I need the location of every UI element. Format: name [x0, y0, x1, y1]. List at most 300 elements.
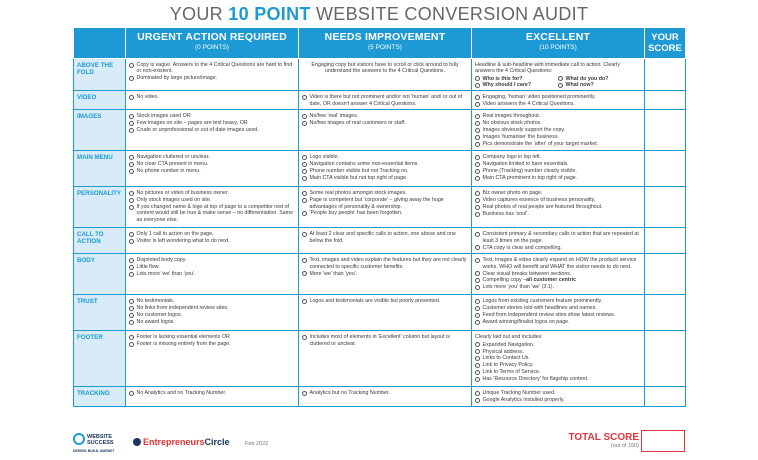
cell-paragraph — [302, 62, 468, 75]
question-text: Who is this for? — [482, 75, 523, 82]
checkbox-circle-icon[interactable] — [475, 245, 480, 250]
checklist-item — [475, 271, 641, 277]
checkbox-circle-icon[interactable] — [302, 232, 307, 237]
cell-improve — [299, 91, 472, 110]
checklist-item — [475, 94, 641, 100]
cell-excellent — [472, 59, 645, 91]
item-text: Consistent primary & secondary calls to action that are repeated at least 3 times on the page. — [482, 231, 639, 244]
logo-ring-icon — [73, 433, 85, 445]
item-text: Lots more 'we' than 'you'. — [136, 271, 196, 278]
question-text: What do you do? — [565, 75, 609, 82]
checklist-item — [302, 154, 468, 160]
checkbox-circle-icon[interactable] — [302, 335, 307, 340]
checklist-item — [129, 62, 295, 75]
question-item — [558, 82, 641, 88]
table-row — [74, 228, 686, 254]
item-text: Analytics but no Tracking Number. — [309, 390, 390, 397]
item-text: Link to Terms of Service. — [482, 369, 541, 376]
cell-improve — [299, 295, 472, 331]
checklist-item — [302, 175, 468, 181]
header-your-score: YOUR SCORE — [645, 28, 686, 59]
header-excellent — [472, 28, 645, 59]
checklist-item — [129, 298, 295, 304]
item-text: Physical address. — [482, 348, 525, 355]
total-sub: (out of 100) — [610, 443, 639, 449]
item-text: Compelling copy – — [482, 277, 527, 284]
cell-improve — [299, 228, 472, 254]
checkbox-circle-icon[interactable] — [302, 162, 307, 167]
cell-urgent — [126, 187, 299, 228]
table-row — [74, 387, 686, 407]
checkbox-circle-icon[interactable] — [475, 102, 480, 107]
score-cell[interactable] — [645, 331, 686, 387]
item-text: Engaging, 'human' video positioned prominently. — [482, 94, 596, 101]
checklist-item — [475, 245, 641, 251]
item-text: Clear visual breaks between sections. — [482, 270, 572, 277]
table-row — [74, 110, 686, 151]
checklist-item — [302, 190, 468, 196]
checklist-item — [475, 305, 641, 311]
checkbox-circle-icon[interactable] — [129, 342, 134, 347]
entrepreneurs-circle-logo — [133, 437, 230, 447]
checkbox-circle-icon[interactable] — [475, 258, 480, 263]
checklist-item — [475, 376, 641, 382]
score-cell[interactable] — [645, 59, 686, 91]
checkbox-circle-icon[interactable] — [129, 114, 134, 119]
checkbox-circle-icon[interactable] — [129, 169, 134, 174]
total-score-input[interactable] — [641, 430, 685, 452]
checklist-item — [129, 120, 295, 126]
row-label: MAIN MENU — [74, 151, 126, 187]
cell-urgent — [126, 59, 299, 91]
checklist-item — [475, 161, 641, 167]
checkbox-circle-icon[interactable] — [129, 232, 134, 237]
checklist-item — [475, 284, 641, 290]
item-text: Logo visible. — [309, 154, 339, 161]
checkbox-circle-icon[interactable] — [475, 349, 480, 354]
checkbox-circle-icon[interactable] — [475, 128, 480, 133]
row-label: VIDEO — [74, 91, 126, 110]
item-text: No/few images of real customers or staff. — [309, 120, 406, 127]
checklist-item — [475, 134, 641, 140]
checkbox-circle-icon[interactable] — [302, 258, 307, 263]
item-text: Text, images and video explain the features but they are not clearly connected to specific customer benefits. — [309, 257, 467, 270]
question-item — [475, 82, 558, 88]
cell-urgent — [126, 254, 299, 295]
checklist-item — [129, 334, 295, 340]
item-text: Headline & sub-headline with immediate call to action. Clearly answers the 4 Critical Questions: — [475, 62, 620, 75]
checkbox-circle-icon[interactable] — [475, 142, 480, 147]
question-item — [475, 76, 558, 82]
header-improve — [299, 28, 472, 59]
item-text: Footer is lacking essential elements OR — [136, 334, 230, 341]
checklist-item — [475, 154, 641, 160]
cell-excellent — [472, 228, 645, 254]
item-text: No/few 'real' images. — [309, 113, 359, 120]
item-text: Logos and testimonials are visible but poorly presented. — [309, 298, 441, 305]
item-text: Real photos of real people are featured throughout. — [482, 204, 603, 211]
checkbox-circle-icon[interactable] — [302, 211, 307, 216]
item-text: Dominated by large picture/image. — [136, 75, 218, 82]
checklist-item — [475, 277, 641, 283]
checklist-item — [475, 204, 641, 210]
item-text: Links to Contact Us. — [482, 355, 530, 362]
table-row — [74, 254, 686, 295]
checkbox-circle-icon[interactable] — [475, 356, 480, 361]
checkbox-circle-icon[interactable] — [129, 63, 134, 68]
checkbox-circle-icon[interactable] — [302, 271, 307, 276]
checklist-item — [475, 127, 641, 133]
item-text: Unique Tracking Number used. — [482, 390, 556, 397]
row-label: CALL TO ACTION — [74, 228, 126, 254]
checklist-item — [475, 101, 641, 107]
item-text: Includes most of elements in 'Excellent' column but layout is cluttered or unclear. — [309, 334, 450, 347]
checkbox-circle-icon[interactable] — [475, 198, 480, 203]
item-text: No clear CTA present in menu. — [136, 161, 209, 168]
cell-excellent — [472, 387, 645, 407]
cell-paragraph — [475, 334, 641, 340]
checklist-item — [129, 197, 295, 203]
checklist-item — [475, 113, 641, 119]
checkbox-circle-icon[interactable] — [475, 285, 480, 290]
checkbox-circle-icon[interactable] — [475, 377, 480, 382]
checklist-item — [302, 257, 468, 270]
item-text: Only stock images used on site. — [136, 197, 212, 204]
checkbox-circle-icon[interactable] — [129, 320, 134, 325]
item-text: Video answers the 4 Critical Questions. — [482, 101, 575, 108]
row-label: FOOTER — [74, 331, 126, 387]
checkbox-circle-icon[interactable] — [129, 121, 134, 126]
checklist-item — [475, 168, 641, 174]
logo-word-a: Entrepreneurs — [143, 437, 205, 447]
item-text: Link to Privacy Policy. — [482, 362, 534, 369]
checkbox-circle-icon[interactable] — [475, 121, 480, 126]
item-text: Phone number visible but not Tracking no. — [309, 168, 409, 175]
logo-line-2: SUCCESS — [87, 440, 114, 446]
row-label: IMAGES — [74, 110, 126, 151]
item-text: Google Analytics installed properly. — [482, 397, 565, 404]
checkbox-circle-icon[interactable] — [475, 232, 480, 237]
item-text: Clearly laid out and includes: — [475, 334, 543, 341]
score-cell[interactable] — [645, 151, 686, 187]
audit-body — [74, 59, 686, 407]
item-text: Disjointed body copy. — [136, 257, 187, 264]
item-text: No Analytics and no Tracking Number. — [136, 390, 227, 397]
checkbox-circle-icon[interactable] — [475, 370, 480, 375]
table-row — [74, 91, 686, 110]
checklist-item — [302, 334, 468, 347]
checkbox-circle-icon[interactable] — [129, 299, 134, 304]
item-text: Logos from existing customers feature prominently. — [482, 298, 603, 305]
checklist-item — [129, 238, 295, 244]
checkbox-circle-icon[interactable] — [475, 320, 480, 325]
item-text: Video captures essence of business personality. — [482, 197, 596, 204]
cell-improve — [299, 110, 472, 151]
item-text: No links from independent review sites. — [136, 305, 229, 312]
page-footer — [73, 430, 685, 458]
checklist-item — [475, 141, 641, 147]
page-title — [0, 4, 758, 25]
cell-urgent — [126, 151, 299, 187]
checkbox-circle-icon[interactable] — [475, 306, 480, 311]
checklist-item — [475, 355, 641, 361]
row-label: PERSONALITY — [74, 187, 126, 228]
checkbox-circle-icon[interactable] — [129, 128, 134, 133]
checkbox-circle-icon[interactable] — [302, 95, 307, 100]
score-cell[interactable] — [645, 228, 686, 254]
cell-improve — [299, 331, 472, 387]
score-cell[interactable] — [645, 187, 686, 228]
item-text: Footer is missing entirely from the page. — [136, 341, 231, 348]
checklist-item — [475, 120, 641, 126]
checkbox-circle-icon[interactable] — [129, 391, 134, 396]
score-cell[interactable] — [645, 254, 686, 295]
item-text: More 'we' than 'you'. — [309, 270, 358, 277]
checkbox-circle-icon[interactable] — [475, 95, 480, 100]
item-text: Video is there but not prominent and/or not 'human' and/ or out of date, OR doesn't answer 4 Critical Questions. — [309, 94, 463, 107]
checklist-item — [302, 298, 468, 304]
item-text: Customer stories told with headlines and names. — [482, 305, 597, 312]
item-text: Main CTA prominent in top right of page. — [482, 175, 578, 182]
item-text: Images obviously support the copy. — [482, 127, 566, 134]
logo-tagline: DESIGN. BUILD. MARKET — [73, 449, 115, 453]
item-text: Images 'humanise' the business. — [482, 134, 560, 141]
checkbox-circle-icon[interactable] — [302, 198, 307, 203]
checkbox-circle-icon[interactable] — [129, 306, 134, 311]
table-row — [74, 295, 686, 331]
cell-urgent — [126, 295, 299, 331]
checkbox-circle-icon[interactable] — [475, 278, 480, 283]
item-text: Only 1 call to action on the page. — [136, 231, 214, 238]
item-text: At least 2 clear and specific calls to action, one above and one below the fold. — [309, 231, 456, 244]
checklist-item — [475, 257, 641, 270]
checkbox-circle-icon[interactable] — [475, 205, 480, 210]
critical-questions — [475, 76, 641, 90]
checklist-item — [475, 197, 641, 203]
checkbox-circle-icon[interactable] — [475, 162, 480, 167]
item-text: Stock images used OR — [136, 113, 191, 120]
checkbox-circle-icon[interactable] — [129, 313, 134, 318]
question-text: Why should I care? — [482, 82, 532, 89]
item-text: Little flow. — [136, 264, 160, 271]
checkbox-circle-icon[interactable] — [475, 114, 480, 119]
cell-improve — [299, 59, 472, 91]
question-item — [558, 76, 641, 82]
header-title: URGENT ACTION REQUIRED — [137, 31, 287, 43]
score-cell[interactable] — [645, 295, 686, 331]
item-text: No obvious stock photos. — [482, 120, 542, 127]
item-text: No phone number in menu. — [136, 168, 201, 175]
cell-excellent — [472, 187, 645, 228]
item-text: If you changed name & logo at top of page to a competitor rest of content would still be true & make sense – no differentiation. Same as everyone else. — [136, 204, 294, 223]
item-text: Business has 'soul'. — [482, 211, 529, 218]
cell-paragraph — [475, 62, 641, 75]
checklist-item — [475, 175, 641, 181]
score-cell[interactable] — [645, 91, 686, 110]
checklist-item — [302, 161, 468, 167]
checkbox-circle-icon[interactable] — [302, 114, 307, 119]
checklist-item — [302, 120, 468, 126]
cell-improve — [299, 151, 472, 187]
checkbox-circle-icon[interactable] — [475, 155, 480, 160]
checklist-item — [475, 312, 641, 318]
item-text: No customer logos. — [136, 312, 183, 319]
header-points: (10 POINTS) — [539, 44, 577, 51]
checkbox-circle-icon[interactable] — [475, 191, 480, 196]
checkbox-circle-icon[interactable] — [475, 398, 480, 403]
checkbox-circle-icon[interactable] — [129, 258, 134, 263]
checklist-item — [129, 113, 295, 119]
checklist-item — [129, 190, 295, 196]
item-text: Main CTA visible but not top right of page. — [309, 175, 408, 182]
cell-improve — [299, 254, 472, 295]
table-row — [74, 187, 686, 228]
checklist-item — [475, 342, 641, 348]
checkbox-circle-icon[interactable] — [475, 342, 480, 347]
checklist-item — [129, 231, 295, 237]
checkbox-circle-icon[interactable] — [129, 205, 134, 210]
item-text: Some real photos amongst stock images. — [309, 190, 407, 197]
row-label: TRUST — [74, 295, 126, 331]
item-text: Text, images & video clearly expand on HOW the product/ service works, WHO will benefit and WHAT the visitor needs to do next. — [482, 257, 637, 270]
cell-urgent — [126, 228, 299, 254]
checklist-item — [302, 271, 468, 277]
item-bold-text: all customer centric — [526, 277, 577, 284]
checkbox-circle-icon[interactable] — [475, 76, 480, 81]
item-text: No award logos. — [136, 319, 175, 326]
item-text: Biz owner photo on page. — [482, 190, 543, 197]
cell-excellent — [472, 254, 645, 295]
checkbox-circle-icon[interactable] — [129, 265, 134, 270]
checkbox-circle-icon[interactable] — [475, 83, 480, 88]
checklist-item — [475, 190, 641, 196]
checkbox-circle-icon[interactable] — [129, 272, 134, 277]
item-text: Has 'Resource Directory' for flagship content. — [482, 376, 589, 383]
checkbox-circle-icon[interactable] — [129, 239, 134, 244]
checkbox-circle-icon[interactable] — [475, 391, 480, 396]
checkbox-circle-icon[interactable] — [129, 198, 134, 203]
checkbox-circle-icon[interactable] — [129, 95, 134, 100]
item-text: Visitor is left wondering what to do next. — [136, 238, 230, 245]
checkbox-circle-icon[interactable] — [302, 176, 307, 181]
checkbox-circle-icon[interactable] — [475, 169, 480, 174]
cell-urgent — [126, 110, 299, 151]
checklist-item — [129, 390, 295, 396]
checklist-item — [302, 231, 468, 244]
item-text: Award winning/finalist logos on page. — [482, 319, 570, 326]
checkbox-circle-icon[interactable] — [302, 299, 307, 304]
checklist-item — [302, 168, 468, 174]
checkbox-circle-icon[interactable] — [129, 76, 134, 81]
table-row — [74, 331, 686, 387]
item-text: Copy is vague. Answers to the 4 Critical Questions are hard to find or non-existent. — [136, 62, 293, 75]
checkbox-circle-icon[interactable] — [475, 313, 480, 318]
checkbox-circle-icon[interactable] — [302, 169, 307, 174]
item-text: Real images throughout. — [482, 113, 541, 120]
header-points: (0 POINTS) — [195, 44, 229, 51]
checklist-item — [129, 305, 295, 311]
date-label: Feb 2022 — [245, 441, 269, 447]
checkbox-circle-icon[interactable] — [475, 176, 480, 181]
total-score-label — [561, 432, 639, 449]
checkbox-circle-icon[interactable] — [475, 363, 480, 368]
checklist-item — [302, 390, 468, 396]
row-label: TRACKING — [74, 387, 126, 407]
total-title: TOTAL SCORE — [568, 432, 639, 443]
checkbox-circle-icon[interactable] — [475, 212, 480, 217]
item-text: No video. — [136, 94, 159, 101]
checkbox-circle-icon[interactable] — [302, 155, 307, 160]
checkbox-circle-icon[interactable] — [302, 191, 307, 196]
cell-excellent — [472, 331, 645, 387]
table-row — [74, 59, 686, 91]
header-points: (5 POINTS) — [368, 44, 402, 51]
checklist-item — [129, 257, 295, 263]
score-cell[interactable] — [645, 387, 686, 407]
checklist-item — [475, 349, 641, 355]
score-cell[interactable] — [645, 110, 686, 151]
checkbox-circle-icon[interactable] — [129, 191, 134, 196]
cell-excellent — [472, 295, 645, 331]
header-title: NEEDS IMPROVEMENT — [324, 31, 446, 43]
item-text: Page is competent but 'corporate' – giving away the huge advantages of personality & ownership. — [309, 197, 444, 210]
checklist-item — [475, 211, 641, 217]
checkbox-circle-icon[interactable] — [475, 135, 480, 140]
cell-excellent — [472, 151, 645, 187]
checklist-item — [129, 168, 295, 174]
checkbox-circle-icon[interactable] — [302, 121, 307, 126]
checkbox-circle-icon[interactable] — [475, 271, 480, 276]
item-text: Phone (Tracking) number clearly visible. — [482, 168, 577, 175]
checkbox-circle-icon[interactable] — [475, 299, 480, 304]
checklist-item — [302, 197, 468, 210]
item-text: Navigation contains some non-essential items. — [309, 161, 419, 168]
cell-improve — [299, 187, 472, 228]
checklist-item — [129, 341, 295, 347]
item-text: Engaging copy but visitors have to scroll or click around to fully understand the answers to the 4 Critical Questions. — [311, 62, 459, 75]
item-text: Feed from independent review sites show latest reviews. — [482, 312, 616, 319]
checkbox-circle-icon[interactable] — [302, 391, 307, 396]
checklist-item — [129, 264, 295, 270]
audit-table — [73, 27, 686, 407]
checklist-item — [129, 204, 295, 223]
item-text: 'People buy people' has been forgotten. — [309, 210, 403, 217]
checklist-item — [129, 75, 295, 81]
cell-urgent — [126, 331, 299, 387]
question-text: What now? — [565, 82, 594, 89]
checkbox-circle-icon[interactable] — [558, 76, 563, 81]
item-text: No testimonials. — [136, 298, 175, 305]
checklist-item — [475, 231, 641, 244]
row-label: ABOVE THE FOLD — [74, 59, 126, 91]
item-text: Pics demonstrate the 'after' of your target market. — [482, 140, 599, 147]
item-text: Expanded Navigation. — [482, 341, 535, 348]
cell-excellent — [472, 91, 645, 110]
checkbox-circle-icon[interactable] — [129, 335, 134, 340]
ec-mark-icon — [133, 438, 141, 446]
checklist-item — [129, 127, 295, 133]
title-prefix: YOUR — [169, 4, 223, 24]
item-text: Lots more 'you' than 'we' (3:1). — [482, 284, 554, 291]
cell-urgent — [126, 91, 299, 110]
checklist-item — [129, 319, 295, 325]
checklist-item — [129, 94, 295, 100]
checkbox-circle-icon[interactable] — [558, 83, 563, 88]
checkbox-circle-icon[interactable] — [129, 155, 134, 160]
checkbox-circle-icon[interactable] — [129, 162, 134, 167]
item-text: Navigation limited to bare essentials. — [482, 161, 569, 168]
checklist-item — [475, 362, 641, 368]
